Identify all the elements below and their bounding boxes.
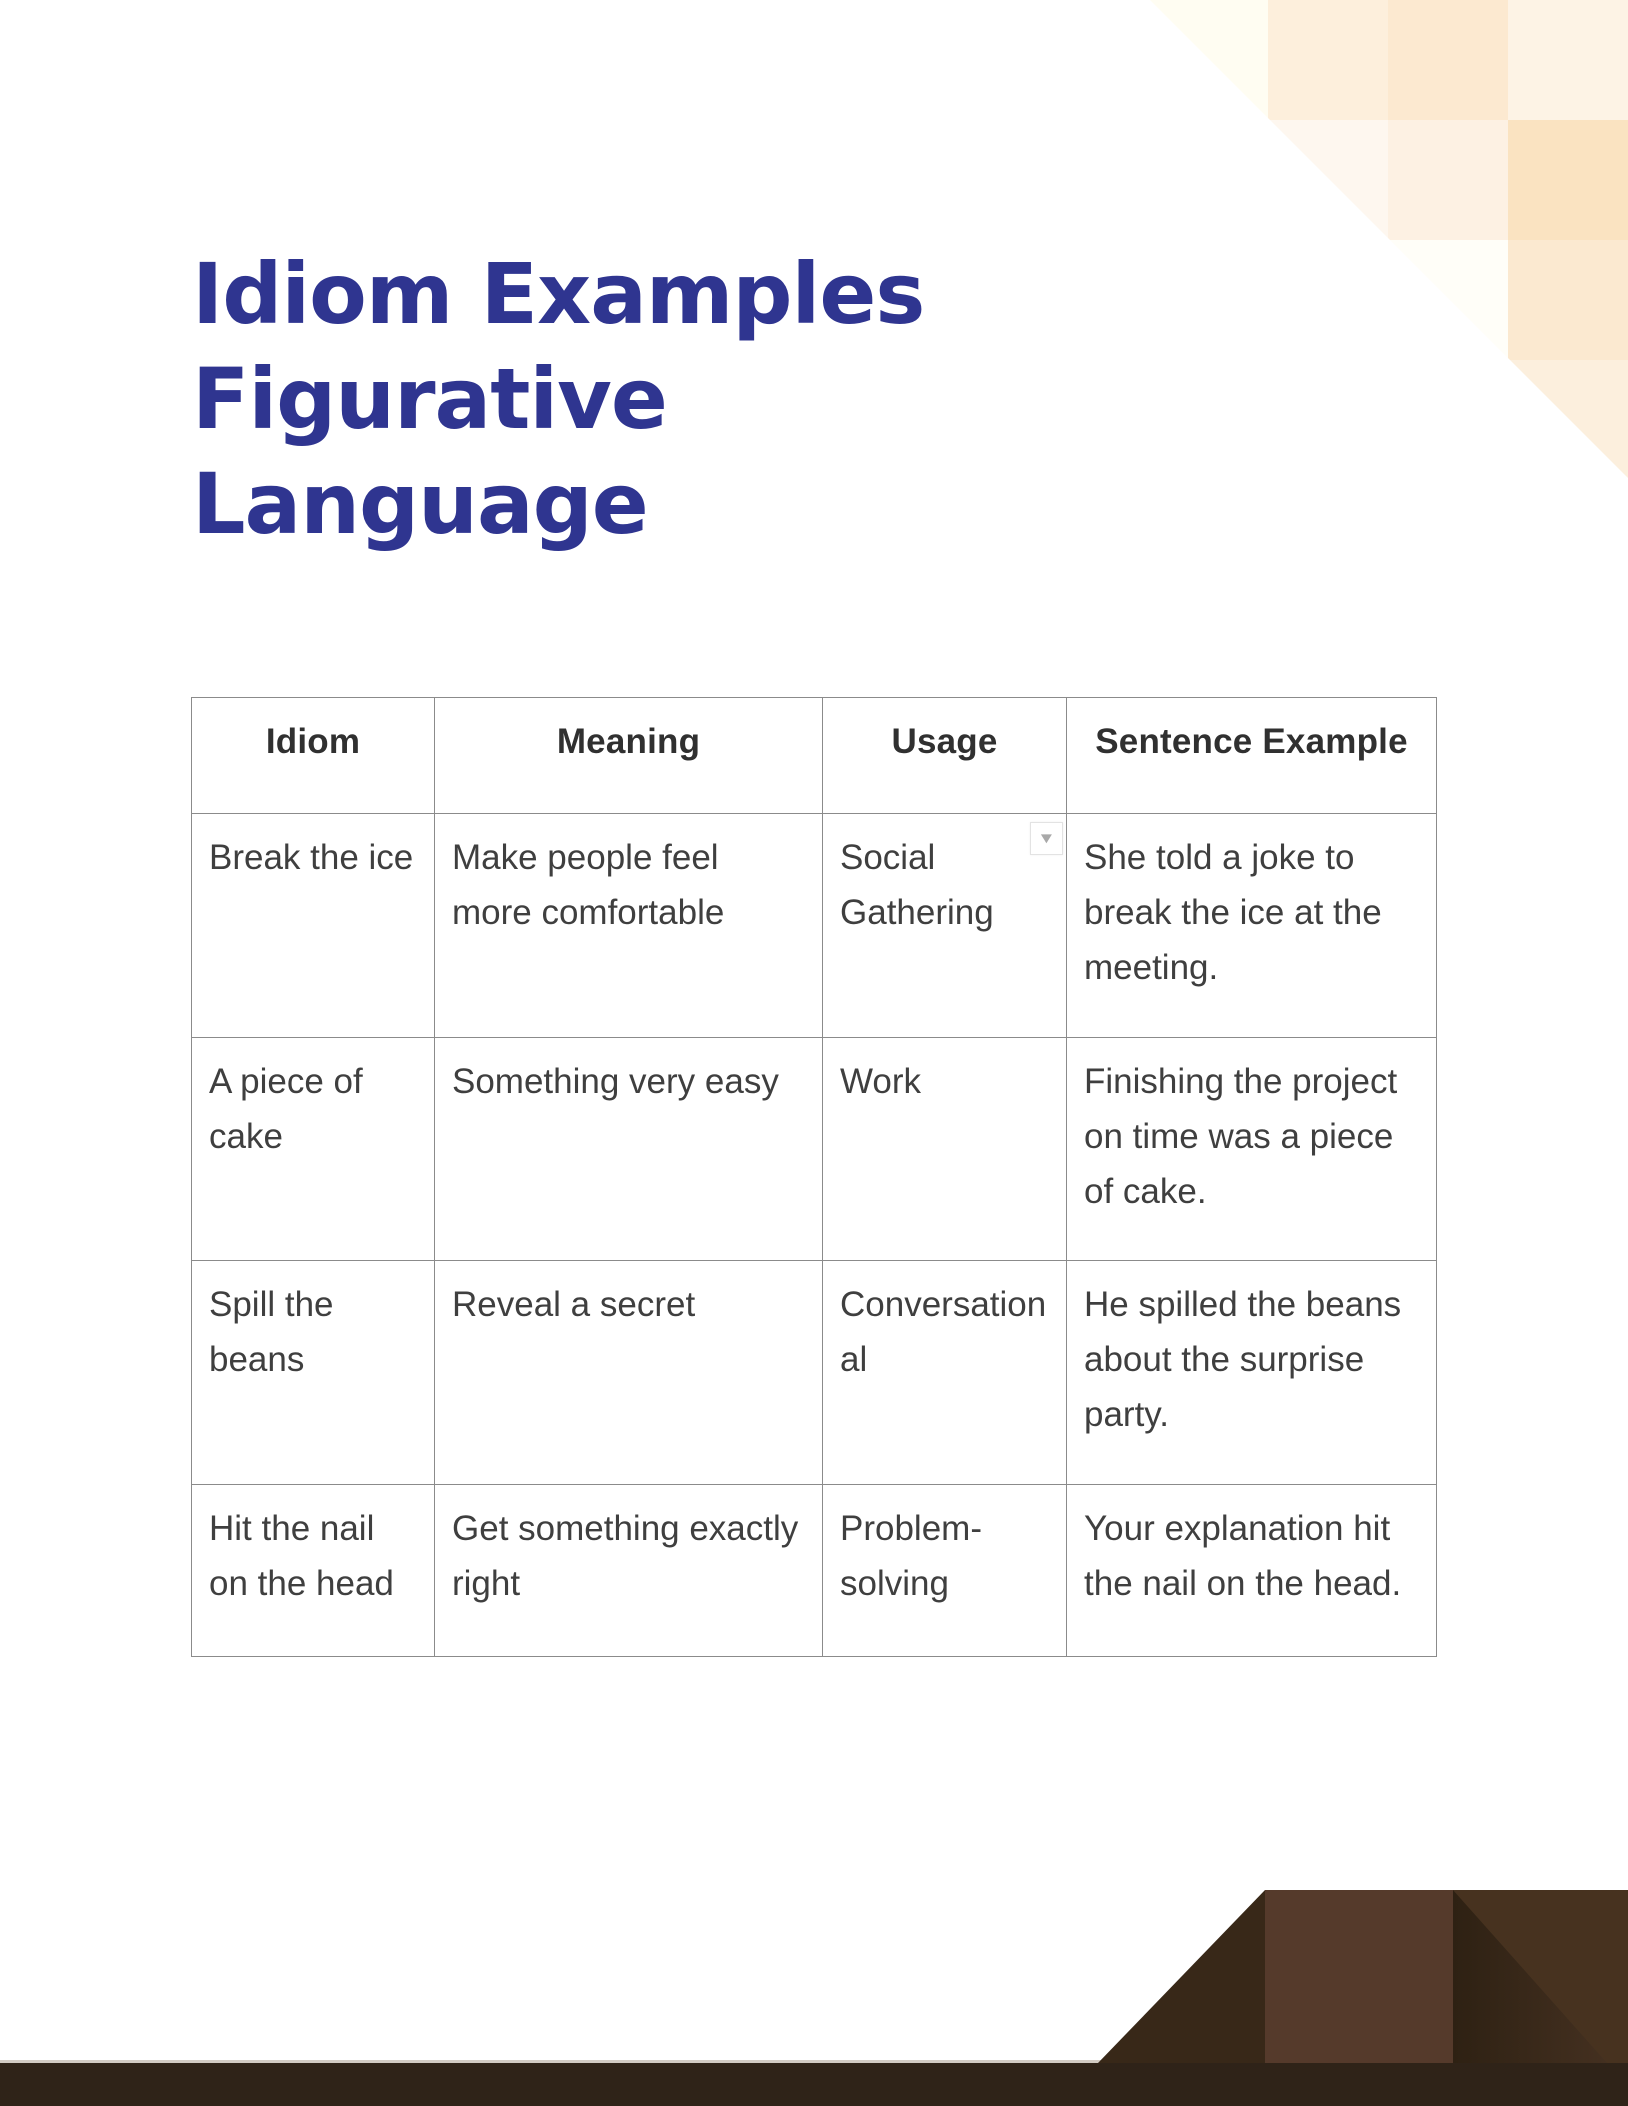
mosaic-tile <box>1508 240 1628 360</box>
mosaic-tile <box>1508 360 1628 480</box>
idiom-cell: Break the ice <box>192 814 435 1038</box>
column-header-usage: Usage <box>823 698 1067 814</box>
footer-bottom-bar <box>0 2063 1628 2106</box>
mosaic-tile <box>1388 0 1508 120</box>
mosaic-tile <box>1268 0 1388 120</box>
usage-cell: Problem-solving <box>823 1485 1067 1657</box>
mosaic-tile <box>1388 360 1508 480</box>
mosaic-tile <box>1140 0 1268 120</box>
usage-dropdown-button[interactable] <box>1030 822 1063 855</box>
footer-panel <box>1265 1890 1454 2063</box>
table-row <box>192 1261 1437 1485</box>
table-row <box>192 1485 1437 1657</box>
table-row <box>192 814 1437 1038</box>
mosaic-tile <box>1268 360 1388 480</box>
usage-cell: Social Gathering <box>823 814 1067 1038</box>
sentence-example-cell: Finishing the project on time was a piece of cake. <box>1067 1038 1437 1261</box>
footer-decoration <box>0 1890 1628 2106</box>
mosaic-tile <box>1268 240 1388 360</box>
page-title-line: Idiom Examples <box>192 245 925 343</box>
usage-cell: Conversational <box>823 1261 1067 1485</box>
idiom-table <box>191 697 1437 1657</box>
page-title-line: Figurative <box>192 350 667 448</box>
corner-mosaic-decoration <box>1140 0 1628 488</box>
mosaic-tile <box>1140 240 1268 360</box>
sentence-example-cell: She told a joke to break the ice at the meeting. <box>1067 814 1437 1038</box>
mosaic-tile <box>1268 120 1388 240</box>
mosaic-tile <box>1388 240 1508 360</box>
idiom-cell: A piece of cake <box>192 1038 435 1261</box>
footer-left-triangle <box>1098 1890 1265 2063</box>
mosaic-tile <box>1140 120 1268 240</box>
meaning-cell: Something very easy <box>435 1038 823 1261</box>
sentence-example-cell: Your explanation hit the nail on the head. <box>1067 1485 1437 1657</box>
page-title <box>192 242 924 557</box>
mosaic-tile <box>1508 0 1628 120</box>
usage-cell: Work <box>823 1038 1067 1261</box>
chevron-down-icon: ▼ <box>1037 830 1056 847</box>
sentence-example-cell: He spilled the beans about the surprise party. <box>1067 1261 1437 1485</box>
table-row <box>192 1038 1437 1261</box>
meaning-cell: Make people feel more comfortable <box>435 814 823 1038</box>
mosaic-tile <box>1508 120 1628 240</box>
column-header-sentence-example: Sentence Example <box>1067 698 1437 814</box>
meaning-cell: Get something exactly right <box>435 1485 823 1657</box>
table-header-row <box>192 698 1437 814</box>
column-header-meaning: Meaning <box>435 698 823 814</box>
idiom-table-container <box>191 697 1437 1657</box>
mosaic-tile <box>1388 120 1508 240</box>
mosaic-tile <box>1140 360 1268 480</box>
idiom-cell: Spill the beans <box>192 1261 435 1485</box>
idiom-cell: Hit the nail on the head <box>192 1485 435 1657</box>
meaning-cell: Reveal a secret <box>435 1261 823 1485</box>
column-header-idiom: Idiom <box>192 698 435 814</box>
page-title-line: Language <box>192 455 648 553</box>
